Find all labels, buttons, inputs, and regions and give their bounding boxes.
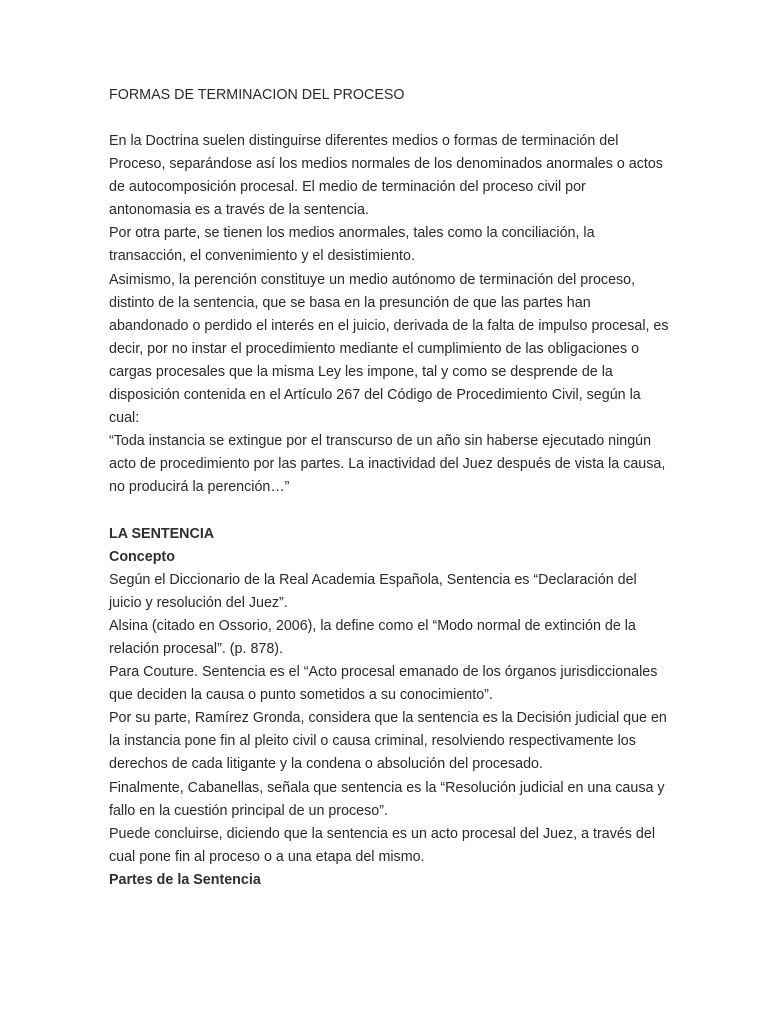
paragraph-cabanellas-definition: Finalmente, Cabanellas, señala que sentencia es la “Resolución judicial en una causa y fallo en la cuestión principal de un proceso”. [109,779,665,819]
blank-line [109,500,669,523]
paragraph-couture-definition: Para Couture. Sentencia es el “Acto procesal emanado de los órganos jurisdiccionales que deciden la causa o punto sometidos a su conocimiento”. [109,664,658,704]
paragraph-ramirez-gronda-definition: Por su parte, Ramírez Gronda, considera que la sentencia es la Decisión judicial que en la instancia pone fin al pleito civil o causa criminal, resolviendo respectivamente los derechos de cada litigante y la condena o absolución del procesado. [109,710,667,773]
blank-line [109,107,669,130]
document-title: FORMAS DE TERMINACION DEL PROCESO [109,87,405,103]
paragraph-medios-anormales: Por otra parte, se tienen los medios anormales, tales como la conciliación, la transacción, el convenimiento y el desistimiento. [109,225,595,265]
paragraph-conclusion: Puede concluirse, diciendo que la sentencia es un acto procesal del Juez, a través del cual pone fin al proceso o a una etapa del mismo. [109,825,656,865]
subheading-concepto: Concepto [109,548,175,565]
document-page [109,84,669,892]
paragraph-quote-articulo-267: “Toda instancia se extingue por el transcurso de un año sin haberse ejecutado ningún acto de procedimiento por las partes. La inactividad del Juez después de vista la causa, no producirá la perención…” [109,433,666,496]
paragraph-perencion: Asimismo, la perención constituye un medio autónomo de terminación del proceso, distinto de la sentencia, que se basa en la presunción de que las partes han abandonado o perdido el interés en el juicio, derivada de la falta de impulso procesal, es decir, por no instar el procedimiento mediante el cumplimiento de las obligaciones o cargas procesales que la misma Ley les impone, tal y como se desprende de la disposición contenida en el Artículo 267 del Código de Procedimiento Civil, según la cual: [109,271,669,427]
section-heading-sentencia: LA SENTENCIA [109,525,215,542]
paragraph-rae-definition: Según el Diccionario de la Real Academia Española, Sentencia es “Declaración del juicio y resolución del Juez”. [109,571,637,611]
subheading-partes-de-la-sentencia: Partes de la Sentencia [109,871,261,888]
paragraph-intro-doctrina: En la Doctrina suelen distinguirse diferentes medios o formas de terminación del Proceso, separándose así los medios normales de los denominados anormales o actos de autocomposición procesal. El medio de terminación del proceso civil por antonomasia es a través de la sentencia. [109,133,663,219]
paragraph-alsina-definition: Alsina (citado en Ossorio, 2006), la define como el “Modo normal de extinción de la relación procesal”. (p. 878). [109,617,636,657]
